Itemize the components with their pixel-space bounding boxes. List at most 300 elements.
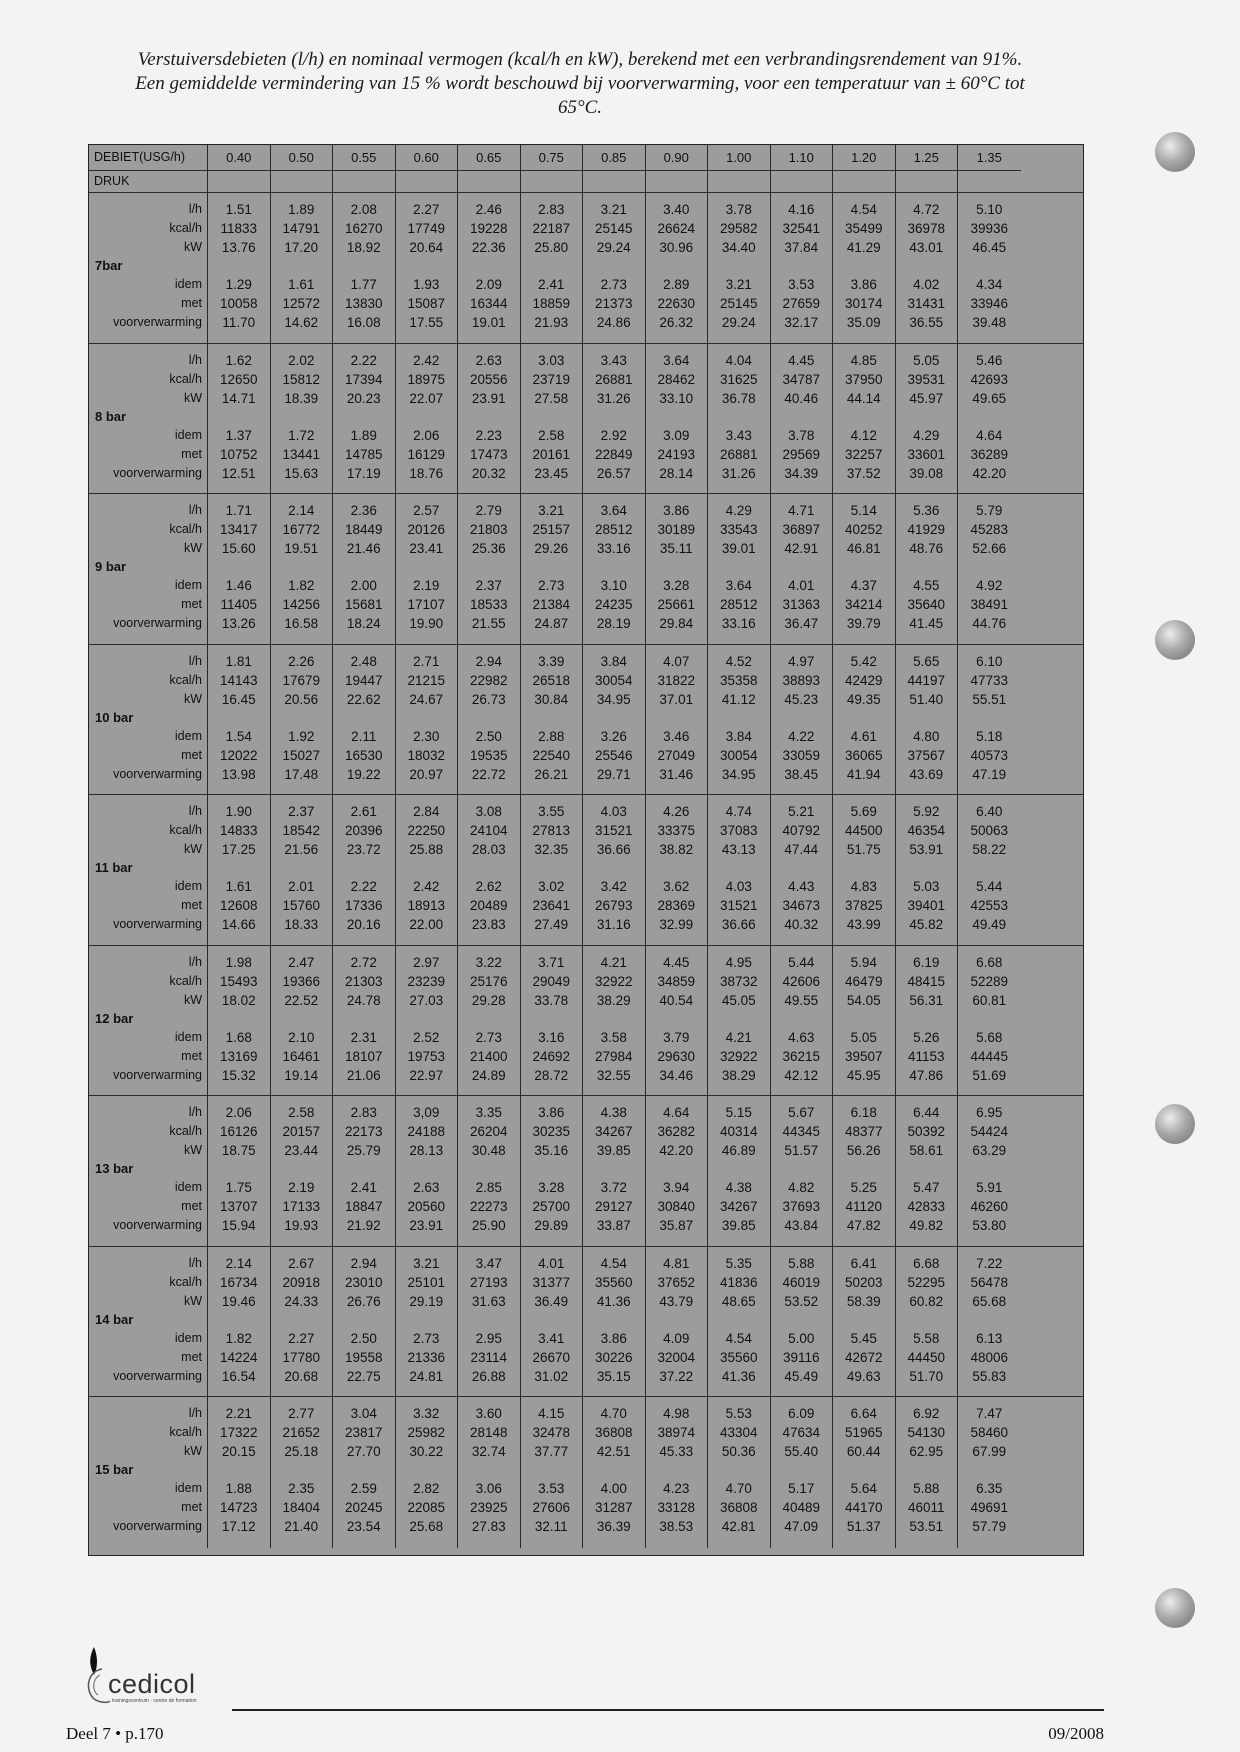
table-cell: 5.03 — [913, 879, 940, 894]
value-column — [583, 1247, 646, 1397]
table-cell: 23.91 — [409, 1218, 444, 1233]
druk-cell — [521, 171, 584, 192]
table-cell: 22849 — [594, 446, 633, 462]
table-cell: 36808 — [594, 1425, 633, 1440]
table-cell: 19535 — [469, 747, 508, 763]
table-cell: 4.29 — [725, 503, 752, 518]
table-cell: 45.05 — [721, 992, 756, 1008]
table-cell: 20.16 — [346, 917, 381, 932]
table-cell: 1.82 — [225, 1330, 252, 1346]
value-column — [333, 645, 396, 795]
table-cell: 23.91 — [471, 390, 506, 406]
table-cell: 5.46 — [976, 352, 1003, 368]
table-cell: 36.39 — [596, 1519, 631, 1534]
table-cell: 5.00 — [788, 1330, 815, 1346]
table-cell: 44345 — [782, 1124, 821, 1139]
row-label: l/h — [188, 202, 202, 216]
table-cell: 22085 — [407, 1500, 446, 1515]
table-cell: 30.48 — [471, 1143, 506, 1158]
value-column — [333, 946, 396, 1096]
value-column — [583, 946, 646, 1096]
value-column — [958, 1096, 1021, 1246]
table-cell: 3.60 — [475, 1406, 502, 1421]
value-column — [708, 1247, 771, 1397]
table-cell: 43.99 — [846, 917, 881, 932]
table-cell: 36808 — [719, 1500, 758, 1515]
table-cell: 25.18 — [284, 1444, 319, 1459]
value-column — [271, 1247, 334, 1397]
table-cell: 26204 — [469, 1124, 508, 1139]
table-cell: 42.20 — [659, 1143, 694, 1158]
table-cell: 46019 — [782, 1274, 821, 1290]
value-column — [333, 193, 396, 343]
row-label: voorverwarming — [113, 1368, 202, 1383]
table-cell: 34267 — [594, 1124, 633, 1139]
table-cell: 48377 — [844, 1124, 883, 1139]
table-cell: 56.26 — [846, 1143, 881, 1158]
table-cell: 31.16 — [596, 917, 631, 932]
table-cell: 2.71 — [413, 653, 440, 669]
table-cell: 26.57 — [596, 465, 631, 481]
value-column — [833, 645, 896, 795]
column-header: 1.00 — [708, 145, 771, 171]
value-column — [833, 795, 896, 945]
table-cell: 40252 — [844, 522, 883, 537]
table-cell: 4.21 — [600, 954, 627, 970]
table-cell: 21.92 — [346, 1218, 381, 1233]
table-cell: 2.67 — [288, 1255, 315, 1271]
table-cell: 24.86 — [596, 315, 631, 330]
table-cell: 50203 — [844, 1274, 883, 1290]
table-cell: 2.50 — [350, 1330, 377, 1346]
table-cell: 21.06 — [346, 1067, 381, 1083]
table-cell: 19.90 — [409, 616, 444, 631]
table-cell: 36897 — [782, 522, 821, 537]
value-column — [458, 1247, 521, 1397]
value-column — [458, 1096, 521, 1246]
table-cell: 3.28 — [538, 1180, 565, 1195]
table-cell: 31431 — [907, 296, 946, 311]
table-cell: 14143 — [219, 672, 258, 688]
column-header: 1.20 — [833, 145, 896, 171]
table-cell: 20245 — [344, 1500, 383, 1515]
table-cell: 1.77 — [350, 277, 377, 292]
table-cell: 41153 — [907, 1048, 945, 1064]
value-column — [646, 795, 709, 945]
table-cell: 18.33 — [284, 917, 319, 932]
table-cell: 1.68 — [225, 1029, 252, 1045]
value-column — [646, 193, 709, 343]
table-cell: 2.21 — [225, 1406, 252, 1421]
table-cell: 2.11 — [351, 728, 377, 744]
table-cell: 3.94 — [663, 1180, 690, 1195]
row-label: l/h — [188, 954, 202, 969]
table-cell: 38491 — [970, 597, 1009, 612]
table-cell: 4.45 — [663, 954, 690, 970]
table-cell: 12.51 — [221, 465, 256, 481]
table-cell: 4.16 — [788, 202, 815, 217]
table-cell: 21384 — [532, 597, 571, 612]
table-cell: 13.26 — [221, 616, 256, 631]
value-column — [958, 344, 1021, 494]
table-cell: 26.21 — [534, 766, 569, 782]
column-header: 0.40 — [208, 145, 271, 171]
table-cell: 37.01 — [659, 691, 694, 707]
table-cell: 4.23 — [663, 1481, 690, 1496]
table-cell: 14.66 — [221, 917, 256, 932]
table-cell: 4.70 — [600, 1406, 627, 1421]
table-cell: 26518 — [532, 672, 571, 688]
table-cell: 3.72 — [600, 1180, 627, 1195]
table-cell: 39.48 — [972, 315, 1007, 330]
row-label: met — [181, 1199, 202, 1213]
table-cell: 2.23 — [475, 427, 502, 443]
row-label: kcal/h — [169, 522, 202, 536]
table-cell: 31363 — [782, 597, 821, 612]
table-cell: 26624 — [657, 221, 696, 236]
table-cell: 1.62 — [225, 352, 252, 368]
table-cell: 45.23 — [784, 691, 819, 707]
table-cell: 21803 — [469, 522, 508, 537]
row-label: kW — [183, 541, 202, 555]
value-column — [583, 1397, 646, 1548]
table-cell: 2.59 — [350, 1481, 377, 1496]
table-cell: 17780 — [282, 1349, 321, 1365]
table-cell: 21652 — [282, 1425, 321, 1440]
table-cell: 16344 — [469, 296, 508, 311]
table-cell: 19228 — [469, 221, 508, 236]
value-column — [958, 946, 1021, 1096]
table-cell: 3.86 — [600, 1330, 627, 1346]
row-label-column — [89, 1096, 208, 1246]
table-cell: 2.73 — [538, 578, 565, 593]
table-cell: 3.78 — [788, 427, 815, 443]
value-column — [271, 494, 334, 644]
table-cell: 34859 — [657, 973, 696, 989]
table-cell: 30.22 — [409, 1444, 444, 1459]
table-cell: 2.73 — [600, 277, 627, 292]
value-column — [521, 645, 584, 795]
pressure-group — [89, 1096, 1083, 1247]
table-cell: 4.54 — [725, 1330, 752, 1346]
row-label: voorverwarming — [113, 1218, 202, 1232]
row-label: voorverwarming — [113, 315, 202, 329]
table-cell: 4.74 — [725, 804, 752, 819]
table-cell: 31.26 — [721, 465, 756, 481]
druk-cell — [708, 171, 771, 192]
table-cell: 35.16 — [534, 1143, 569, 1158]
table-cell: 5.53 — [725, 1406, 752, 1421]
table-cell: 4.54 — [600, 1255, 627, 1271]
table-cell: 46260 — [970, 1199, 1009, 1214]
table-cell: 40573 — [970, 747, 1009, 763]
table-cell: 52289 — [970, 973, 1009, 989]
table-cell: 36.66 — [721, 917, 756, 932]
table-cell: 13.98 — [221, 766, 256, 782]
table-cell: 35.15 — [596, 1368, 631, 1384]
value-column — [833, 1247, 896, 1397]
table-cell: 34.95 — [596, 691, 631, 707]
row-label: kW — [183, 992, 202, 1007]
table-cell: 3.40 — [663, 202, 690, 217]
table-cell: 34.46 — [659, 1067, 694, 1083]
table-cell: 5.58 — [913, 1330, 940, 1346]
table-cell: 29.24 — [721, 315, 756, 330]
value-column — [521, 946, 584, 1096]
table-cell: 40.46 — [784, 390, 819, 406]
table-cell: 47733 — [970, 672, 1009, 688]
table-cell: 4.83 — [850, 879, 877, 894]
table-cell: 36.47 — [784, 616, 819, 631]
table-cell: 38.29 — [596, 992, 631, 1008]
table-cell: 37652 — [657, 1274, 696, 1290]
table-cell: 2.37 — [475, 578, 502, 593]
row-label: met — [181, 597, 202, 611]
table-cell: 17133 — [282, 1199, 321, 1214]
table-cell: 36.78 — [721, 390, 756, 406]
table-cell: 54.05 — [846, 992, 881, 1008]
table-cell: 2.84 — [413, 804, 440, 819]
table-cell: 20.56 — [284, 691, 319, 707]
table-cell: 54424 — [970, 1124, 1009, 1139]
table-cell: 3.64 — [725, 578, 752, 593]
table-cell: 3.58 — [600, 1029, 627, 1045]
value-column — [521, 795, 584, 945]
table-cell: 28.03 — [471, 842, 506, 857]
row-label: kcal/h — [169, 371, 202, 386]
column-header: 1.35 — [958, 145, 1021, 171]
table-cell: 20161 — [532, 446, 571, 462]
table-cell: 18533 — [469, 597, 508, 612]
table-cell: 5.45 — [850, 1330, 877, 1346]
druk-label: DRUK — [89, 171, 208, 192]
table-cell: 4.01 — [788, 578, 815, 593]
row-label: l/h — [188, 352, 202, 367]
table-cell: 51.57 — [784, 1143, 819, 1158]
table-cell: 31.63 — [471, 1293, 506, 1309]
table-cell: 17107 — [407, 597, 446, 612]
table-cell: 32541 — [782, 221, 821, 236]
value-column — [896, 494, 959, 644]
table-cell: 41.12 — [721, 691, 756, 707]
table-cell: 2.94 — [475, 653, 502, 669]
table-cell: 20.15 — [221, 1444, 256, 1459]
table-cell: 13417 — [219, 522, 258, 537]
table-cell: 42606 — [782, 973, 821, 989]
value-column — [271, 795, 334, 945]
table-cell: 37950 — [844, 371, 883, 387]
logo-wordmark: cedicol — [108, 1669, 196, 1699]
pressure-label: 11 bar — [95, 860, 133, 875]
table-cell: 2.73 — [475, 1029, 502, 1045]
table-cell: 36.49 — [534, 1293, 569, 1309]
table-cell: 21303 — [344, 973, 383, 989]
table-cell: 23010 — [344, 1274, 383, 1290]
table-cell: 6.44 — [913, 1105, 940, 1120]
table-cell: 19366 — [282, 973, 321, 989]
table-cell: 43.79 — [659, 1293, 694, 1309]
table-cell: 48.65 — [721, 1293, 756, 1309]
table-cell: 3.43 — [600, 352, 627, 368]
table-cell: 47.82 — [846, 1218, 881, 1233]
table-cell: 21.46 — [346, 541, 381, 556]
table-cell: 4.07 — [663, 653, 690, 669]
value-column — [833, 946, 896, 1096]
table-cell: 14785 — [344, 446, 383, 462]
table-cell: 4.92 — [976, 578, 1003, 593]
table-cell: 41.36 — [721, 1368, 756, 1384]
value-column — [208, 494, 271, 644]
table-cell: 29.28 — [471, 992, 506, 1008]
table-cell: 29569 — [782, 446, 821, 462]
table-cell: 43.84 — [784, 1218, 819, 1233]
table-cell: 6.19 — [913, 954, 940, 970]
table-cell: 2.88 — [538, 728, 565, 744]
table-cell: 25176 — [469, 973, 508, 989]
table-cell: 5.64 — [850, 1481, 877, 1496]
table-cell: 3.26 — [600, 728, 627, 744]
value-column — [521, 1096, 584, 1246]
table-cell: 24.81 — [409, 1368, 444, 1384]
value-column — [958, 1247, 1021, 1397]
table-cell: 6.35 — [976, 1481, 1003, 1496]
table-cell: 2.27 — [413, 202, 440, 217]
table-cell: 21.93 — [534, 315, 569, 330]
value-column — [708, 344, 771, 494]
table-cell: 2.50 — [475, 728, 502, 744]
nozzle-flow-table — [88, 144, 1084, 1556]
table-cell: 15493 — [219, 973, 258, 989]
table-cell: 52295 — [907, 1274, 946, 1290]
pressure-label: 14 bar — [95, 1311, 134, 1327]
row-label: kW — [183, 1293, 202, 1308]
table-cell: 4.54 — [850, 202, 877, 217]
table-cell: 1.71 — [225, 503, 252, 518]
table-cell: 15.32 — [221, 1067, 256, 1083]
row-label: kcal/h — [169, 1274, 202, 1289]
row-label: kW — [183, 691, 202, 706]
table-cell: 27049 — [657, 747, 696, 763]
row-label: voorverwarming — [113, 465, 202, 480]
table-cell: 49691 — [970, 1500, 1009, 1515]
value-column — [208, 344, 271, 494]
value-column — [958, 795, 1021, 945]
value-column — [458, 946, 521, 1096]
table-cell: 67.99 — [972, 1444, 1007, 1459]
table-cell: 2.58 — [538, 427, 565, 443]
value-column — [458, 494, 521, 644]
table-cell: 5.88 — [788, 1255, 815, 1271]
table-cell: 27.03 — [409, 992, 444, 1008]
table-cell: 5.25 — [850, 1180, 877, 1195]
table-cell: 2.58 — [288, 1105, 315, 1120]
table-cell: 3.79 — [663, 1029, 690, 1045]
table-cell: 4.64 — [976, 427, 1003, 443]
column-header: 0.65 — [458, 145, 521, 171]
table-cell: 20.64 — [409, 240, 444, 255]
value-column — [583, 1096, 646, 1246]
table-cell: 18975 — [407, 371, 446, 387]
table-cell: 16.58 — [284, 616, 319, 631]
table-cell: 33543 — [719, 522, 758, 537]
value-column — [896, 1096, 959, 1246]
table-cell: 17322 — [219, 1425, 258, 1440]
table-cell: 4.63 — [788, 1029, 815, 1045]
table-cell: 16530 — [344, 747, 383, 763]
table-cell: 22273 — [469, 1199, 508, 1214]
table-cell: 38732 — [719, 973, 758, 989]
table-cell: 38.82 — [659, 842, 694, 857]
table-cell: 4.02 — [913, 277, 940, 292]
row-label: idem — [174, 277, 202, 291]
table-cell: 22630 — [657, 296, 696, 311]
table-cell: 7.47 — [976, 1406, 1003, 1421]
table-cell: 45.97 — [909, 390, 944, 406]
druk-cell — [646, 171, 709, 192]
table-cell: 1.90 — [225, 804, 252, 819]
value-column — [896, 645, 959, 795]
table-cell: 18449 — [344, 522, 383, 537]
table-cell: 4.61 — [850, 728, 877, 744]
table-cell: 18107 — [344, 1048, 383, 1064]
table-cell: 48415 — [907, 973, 946, 989]
table-cell: 1.54 — [225, 728, 252, 744]
table-cell: 5.14 — [850, 503, 877, 518]
table-cell: 2.85 — [475, 1180, 502, 1195]
table-cell: 24.33 — [284, 1293, 319, 1309]
table-cell: 23.54 — [346, 1519, 381, 1534]
value-column — [396, 1096, 459, 1246]
table-cell: 51.40 — [909, 691, 944, 707]
table-cell: 2.10 — [288, 1029, 315, 1045]
row-label: met — [181, 296, 202, 310]
table-cell: 3.03 — [538, 352, 565, 368]
table-cell: 3.46 — [663, 728, 690, 744]
table-cell: 32478 — [532, 1425, 571, 1440]
table-cell: 47634 — [782, 1425, 821, 1440]
table-cell: 10752 — [219, 446, 258, 462]
footer-rule — [232, 1709, 1104, 1711]
table-cell: 25700 — [532, 1199, 571, 1214]
table-cell: 2.31 — [350, 1029, 377, 1045]
table-cell: 29049 — [532, 973, 571, 989]
row-label: l/h — [188, 1406, 202, 1420]
table-cell: 35.11 — [659, 541, 693, 556]
table-cell: 4.29 — [913, 427, 940, 443]
table-cell: 34214 — [844, 597, 883, 612]
table-cell: 20556 — [469, 371, 508, 387]
table-cell: 23.72 — [346, 842, 381, 857]
table-cell: 4.81 — [663, 1255, 690, 1271]
table-cell: 38.53 — [659, 1519, 694, 1534]
table-cell: 20396 — [344, 823, 383, 838]
value-column — [458, 193, 521, 343]
table-cell: 31625 — [719, 371, 758, 387]
table-cell: 25.36 — [471, 541, 506, 556]
value-column — [271, 1096, 334, 1246]
table-cell: 18859 — [532, 296, 571, 311]
table-cell: 2.97 — [413, 954, 440, 970]
table-cell: 3.53 — [538, 1481, 565, 1496]
value-column — [396, 1247, 459, 1397]
table-cell: 51.75 — [846, 842, 881, 857]
table-cell: 6.95 — [976, 1105, 1003, 1120]
table-cell: 50.36 — [721, 1444, 756, 1459]
table-cell: 30226 — [594, 1349, 633, 1365]
table-cell: 2.19 — [288, 1180, 315, 1195]
column-header: 0.90 — [646, 145, 709, 171]
table-cell: 2.42 — [413, 352, 440, 368]
